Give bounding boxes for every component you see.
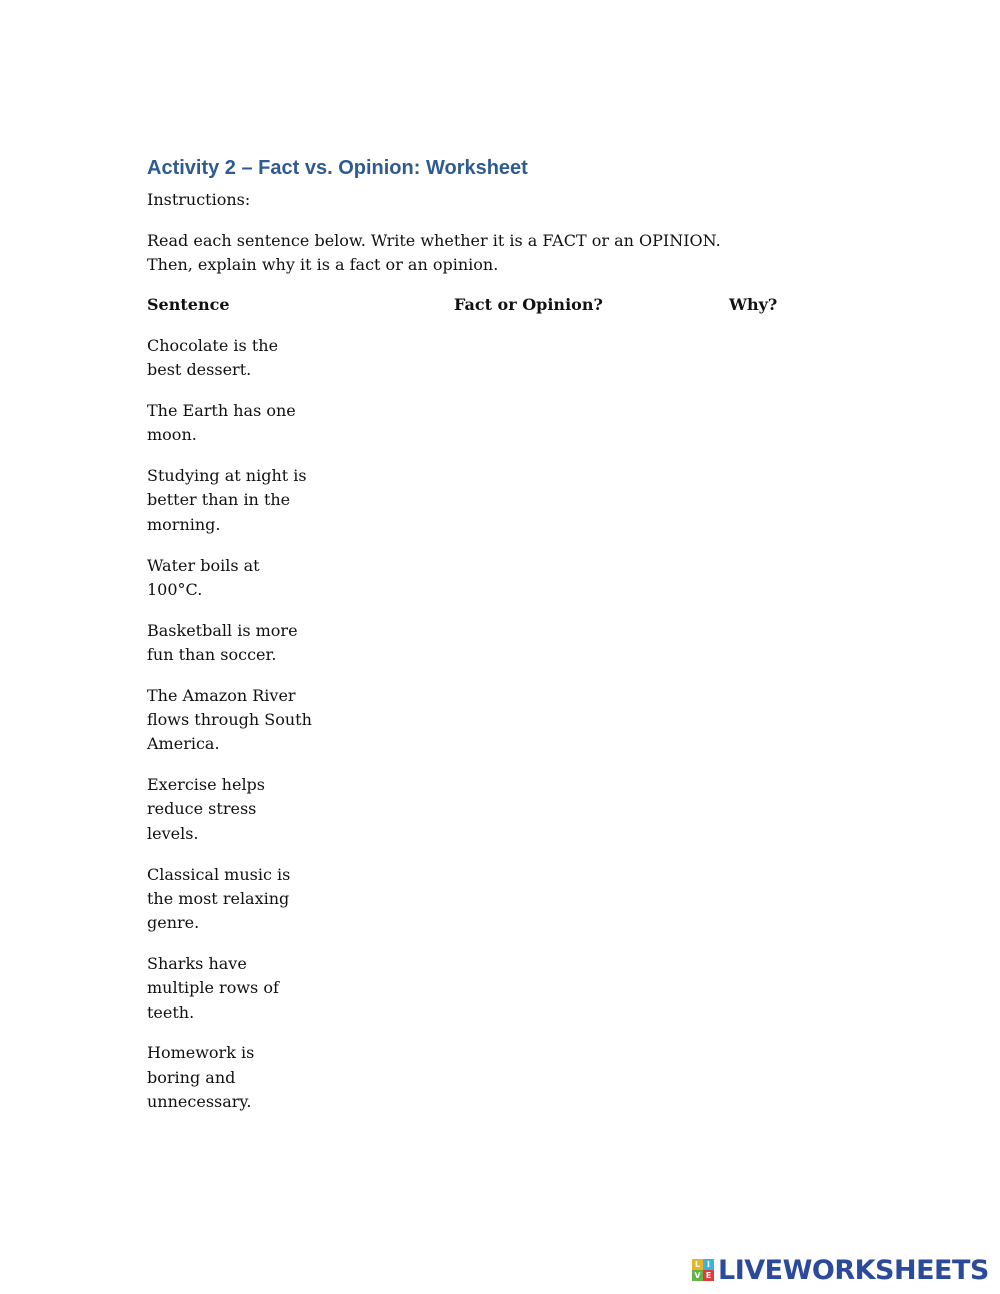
- column-header-fact-or-opinion: Fact or Opinion?: [454, 295, 603, 314]
- sentence-item: Sharks have multiple rows of teeth.: [147, 953, 279, 1022]
- sentence-item: Exercise helps reduce stress levels.: [147, 775, 266, 843]
- sentence-item: The Earth has one moon.: [147, 401, 296, 445]
- liveworksheets-logo-text: LIVEWORKSHEETS: [718, 1254, 989, 1286]
- worksheet-title: Activity 2 – Fact vs. Opinion: Worksheet: [147, 157, 528, 179]
- sentence-item: Basketball is more fun than soccer.: [147, 620, 298, 664]
- logo-tile: I: [703, 1259, 714, 1270]
- logo-tile: E: [703, 1270, 714, 1281]
- instructions-text: [147, 229, 721, 277]
- logo-tile: L: [692, 1259, 703, 1270]
- instructions-line: Read each sentence below. Write whether it is a FACT or an OPINION.: [147, 231, 721, 250]
- sentence-item: Classical music is the most relaxing genre.: [147, 864, 291, 933]
- instructions-label: Instructions:: [147, 190, 251, 209]
- liveworksheets-logo: [692, 1254, 989, 1286]
- sentence-item: The Amazon River flows through South America.: [147, 685, 312, 754]
- sentence-list: [147, 334, 312, 1131]
- sentence-item: Chocolate is the best dessert.: [147, 336, 279, 380]
- column-header-sentence: Sentence: [147, 295, 230, 314]
- logo-tile: V: [692, 1270, 703, 1281]
- sentence-item: Water boils at 100°C.: [147, 555, 260, 599]
- liveworksheets-logo-icon: [692, 1259, 714, 1281]
- sentence-item: Homework is boring and unnecessary.: [147, 1043, 255, 1111]
- sentence-item: Studying at night is better than in the morning.: [147, 466, 307, 534]
- column-header-why: Why?: [729, 295, 778, 314]
- instructions-line: Then, explain why it is a fact or an opinion.: [147, 255, 499, 274]
